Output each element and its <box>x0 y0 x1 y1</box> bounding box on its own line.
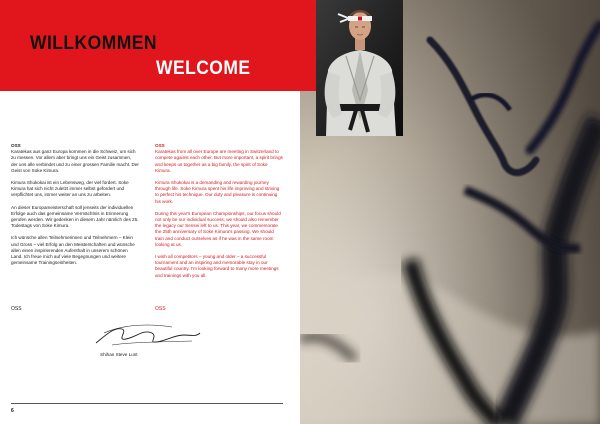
title-english: WELCOME <box>156 58 251 79</box>
english-paragraph: Karatekas from all over Europe are meeting in Switzerland to compete against each other. But more important, a spirit brings and keeps us together as a big family, the spirit of Soke Kimura. <box>155 149 283 173</box>
german-text-column <box>11 143 139 272</box>
german-paragraph: Kimura Shukokai ist ein Lebensweg, der viel fordert. Soke Kimura hat sich nicht zuletzt immer selbst gefordert und verpflichtet uns, immer weiter an uns zu arbeiten. <box>11 180 129 198</box>
german-closing: OSS <box>11 306 22 312</box>
footer-rule <box>11 403 283 404</box>
english-paragraph: I wish all competitors – young and older – a successful tournament and an inspiring and memorable stay in our beautiful country. I'm looking forward to many more meetings and trainings with you all. <box>155 254 279 278</box>
karateka-portrait <box>316 0 403 136</box>
english-paragraph: During this year's European Championships, our focus should not only be our individual success, we should also remember the legacy our Sensei left to us. This year, we commemorate the 25th anniversary of Soke Kimura's passing. We should train and conduct ourselves as if he was in the same room looking at us. <box>155 210 281 247</box>
german-paragraph: An dieser Europameisterschaft soll jenseits der individuellen Erfolge auch das gemeinsame Vermächtnis in Erinnerung gerufen werden. Wir gedenken in diesem Jahr nämlich des 25. Todestags von Soke Kimura. <box>11 204 139 229</box>
title-german: WILLKOMMEN <box>30 33 157 54</box>
german-paragraph: Ich wünsche allen Teilnehmerinnen und Teilnehmern – Klein und Gross – viel Erfolg an den Meisterschaften und wünsche allen einen inspirierenden Aufenthalt in unserem schönen Land. Ich freue mich auf viele Begegnungen und weitere gemeinsame Trainingseinheiten. <box>11 235 135 266</box>
page-number: 6 <box>11 408 14 414</box>
english-heading: OSS <box>155 143 165 148</box>
signature <box>92 315 202 350</box>
german-paragraph: Karatekas aus ganz Europa kommen in die Schweiz, um sich zu messen. Vor allem aber bringt uns ein Geist zusammen, der uns alle verbindet und zu einer grossen Familie macht. Der Geist von Soke Kimura. <box>11 149 139 173</box>
english-text-column <box>155 143 283 285</box>
english-paragraph: Kimura Shukokai is a demanding and rewarding journey through life. Soke Kimura spent his life improving and striving to perfect his technique. Our duty and pleasure is continuing his work. <box>155 180 280 204</box>
english-closing: OSS <box>155 306 166 312</box>
german-heading: OSS <box>11 143 21 148</box>
signer-name: Shihan Steve Lunt <box>100 352 138 357</box>
